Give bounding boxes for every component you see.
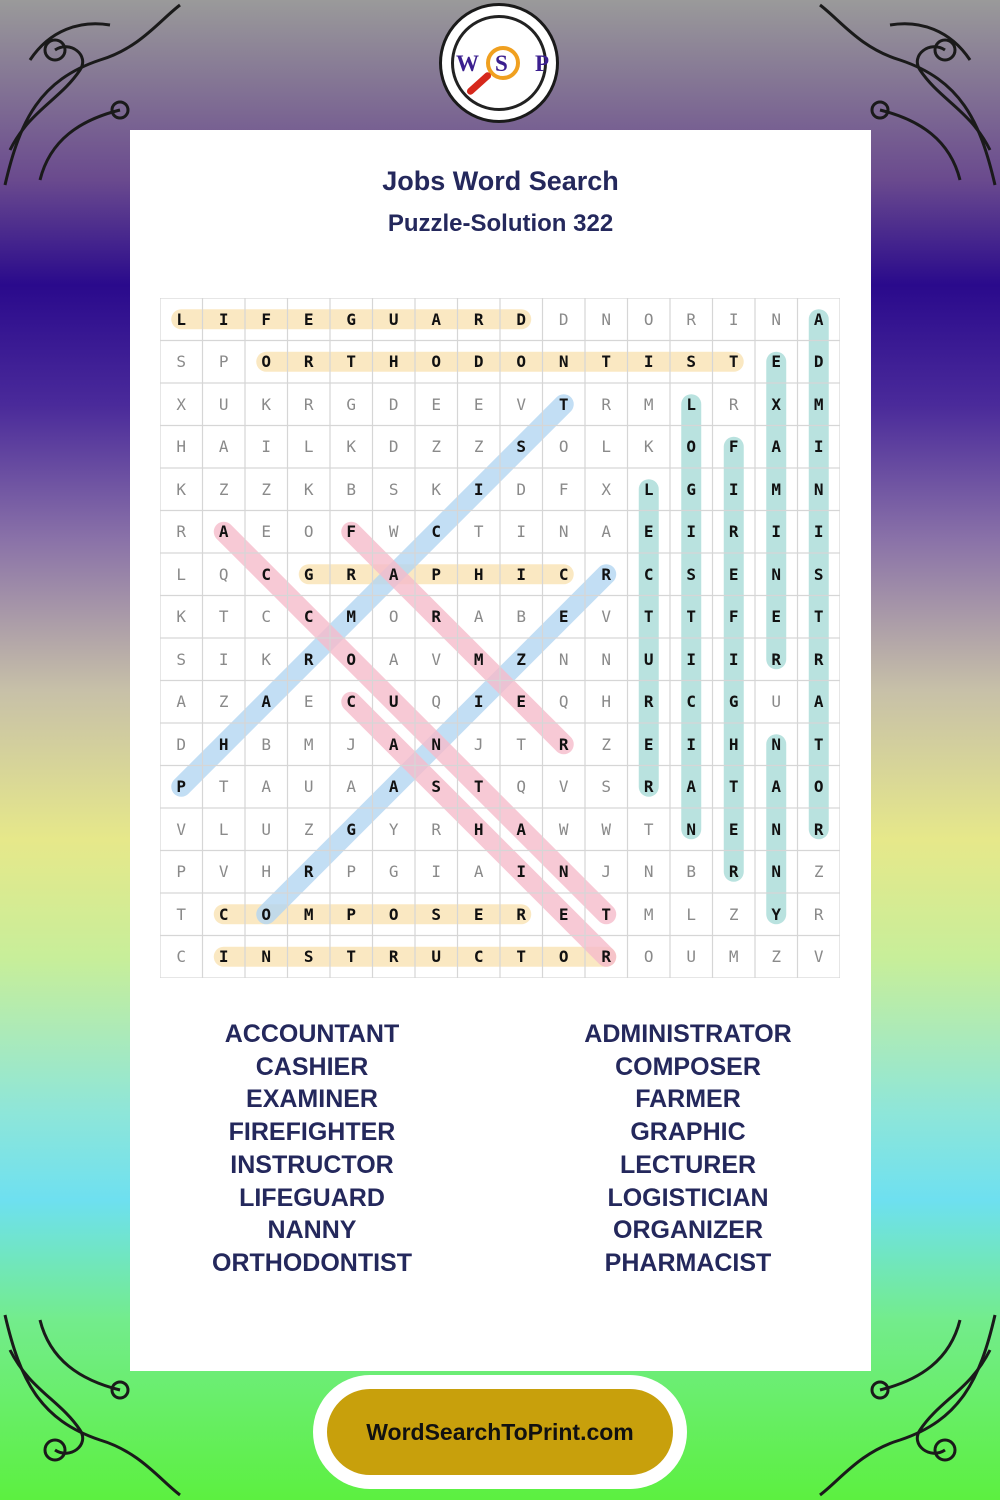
grid-cell[interactable]: O: [686, 437, 697, 457]
grid-cell[interactable]: R: [771, 649, 782, 669]
grid-cell[interactable]: U: [388, 309, 399, 329]
grid-cell[interactable]: M: [728, 947, 739, 967]
grid-cell[interactable]: D: [813, 352, 824, 372]
logo-letter-w: W: [456, 51, 479, 76]
grid-cell[interactable]: O: [346, 649, 357, 669]
grid-cell[interactable]: M: [303, 904, 314, 924]
word-list-item: FIREFIGHTER: [228, 1118, 396, 1147]
grid-cell[interactable]: T: [643, 607, 654, 627]
grid-cell[interactable]: A: [686, 777, 697, 797]
grid-cell[interactable]: C: [261, 564, 272, 584]
grid-cell[interactable]: S: [176, 649, 187, 669]
grid-cell[interactable]: R: [473, 309, 484, 329]
grid-cell[interactable]: S: [686, 564, 697, 584]
grid-cell[interactable]: R: [601, 947, 612, 967]
grid-cell[interactable]: V: [176, 819, 187, 839]
grid-cell[interactable]: E: [728, 819, 739, 839]
grid-cell[interactable]: V: [558, 777, 569, 797]
grid-cell[interactable]: U: [261, 819, 272, 839]
word-list-item: INSTRUCTOR: [230, 1150, 394, 1179]
grid-cell[interactable]: Z: [303, 819, 314, 839]
grid-cell[interactable]: H: [388, 352, 399, 372]
grid-cell[interactable]: K: [346, 437, 357, 457]
grid-cell[interactable]: O: [388, 904, 399, 924]
grid-cell[interactable]: O: [431, 352, 442, 372]
grid-cell[interactable]: M: [303, 734, 314, 754]
grid-cell[interactable]: U: [431, 947, 442, 967]
grid-cell[interactable]: T: [728, 352, 739, 372]
grid-cell[interactable]: R: [431, 607, 442, 627]
grid-cell[interactable]: S: [431, 904, 442, 924]
grid-cell[interactable]: H: [473, 819, 484, 839]
grid-cell[interactable]: W: [601, 819, 612, 839]
grid-cell[interactable]: K: [643, 437, 654, 457]
grid-cell[interactable]: L: [686, 394, 697, 414]
grid-cell[interactable]: R: [728, 394, 739, 414]
grid-cell[interactable]: L: [686, 904, 697, 924]
grid-cell[interactable]: J: [601, 862, 612, 882]
grid-cell[interactable]: S: [431, 777, 442, 797]
grid-cell[interactable]: O: [813, 777, 824, 797]
grid-cell[interactable]: I: [686, 522, 697, 542]
grid-cell[interactable]: T: [813, 607, 824, 627]
grid-cell[interactable]: S: [176, 352, 187, 372]
grid-cell[interactable]: R: [558, 734, 569, 754]
grid-cell[interactable]: L: [643, 479, 654, 499]
grid-cell[interactable]: A: [771, 777, 782, 797]
grid-cell[interactable]: P: [176, 777, 187, 797]
grid-cell[interactable]: V: [516, 394, 527, 414]
grid-cell[interactable]: A: [218, 522, 229, 542]
grid-cell[interactable]: B: [516, 607, 527, 627]
grid-cell[interactable]: Q: [218, 564, 229, 584]
grid-cell[interactable]: I: [686, 734, 697, 754]
grid-cell[interactable]: S: [516, 437, 527, 457]
word-list-item: COMPOSER: [615, 1052, 761, 1081]
grid-cell[interactable]: O: [388, 607, 399, 627]
grid-cell[interactable]: E: [643, 734, 654, 754]
grid-cell[interactable]: C: [643, 564, 654, 584]
grid-cell[interactable]: S: [813, 564, 824, 584]
grid-cell[interactable]: A: [261, 692, 272, 712]
grid-cell[interactable]: V: [813, 947, 824, 967]
grid-cell[interactable]: O: [303, 522, 314, 542]
grid-cell[interactable]: N: [771, 819, 782, 839]
grid-cell[interactable]: F: [346, 522, 357, 542]
grid-cell[interactable]: H: [728, 734, 739, 754]
grid-cell[interactable]: T: [346, 352, 357, 372]
grid-cell[interactable]: V: [431, 649, 442, 669]
grid-cell[interactable]: V: [218, 862, 229, 882]
grid-cell[interactable]: A: [601, 522, 612, 542]
grid-cell[interactable]: M: [473, 649, 484, 669]
grid-cell[interactable]: A: [516, 819, 527, 839]
grid-cell[interactable]: N: [558, 862, 569, 882]
grid-cell[interactable]: C: [431, 522, 442, 542]
grid-cell[interactable]: L: [601, 437, 612, 457]
grid-cell[interactable]: H: [218, 734, 229, 754]
grid-cell[interactable]: A: [346, 777, 357, 797]
word-list-item: ORTHODONTIST: [212, 1248, 412, 1277]
grid-cell[interactable]: L: [176, 564, 187, 584]
grid-cell[interactable]: P: [346, 862, 357, 882]
grid-cell[interactable]: B: [686, 862, 697, 882]
grid-cell[interactable]: P: [431, 564, 442, 584]
grid-cell[interactable]: E: [728, 564, 739, 584]
grid-cell[interactable]: Z: [728, 904, 739, 924]
grid-cell[interactable]: O: [261, 904, 272, 924]
grid-cell[interactable]: U: [686, 947, 697, 967]
word-list-item: ACCOUNTANT: [224, 1020, 400, 1048]
grid-cell[interactable]: N: [558, 649, 569, 669]
grid-cell[interactable]: R: [601, 564, 612, 584]
grid-cell[interactable]: V: [601, 607, 612, 627]
grid-cell[interactable]: M: [643, 394, 654, 414]
grid-cell[interactable]: N: [771, 309, 782, 329]
word-list-right: [548, 1018, 828, 1280]
grid-cell[interactable]: I: [431, 862, 442, 882]
grid-cell[interactable]: E: [558, 607, 569, 627]
grid-cell[interactable]: C: [261, 607, 272, 627]
grid-cell[interactable]: T: [601, 904, 612, 924]
grid-cell[interactable]: I: [218, 649, 229, 669]
puzzle-subtitle: Puzzle-Solution 322: [387, 210, 614, 237]
grid-cell[interactable]: I: [516, 862, 527, 882]
grid-cell[interactable]: X: [176, 394, 187, 414]
grid-cell[interactable]: G: [346, 394, 357, 414]
grid-cell[interactable]: O: [643, 947, 654, 967]
grid-cell[interactable]: I: [728, 309, 739, 329]
grid-cell[interactable]: N: [601, 309, 612, 329]
word-list-item: ORGANIZER: [613, 1216, 763, 1245]
grid-cell[interactable]: I: [686, 649, 697, 669]
grid-cell[interactable]: D: [516, 479, 527, 499]
site-link[interactable]: WordSearchToPrint.com: [323, 1385, 677, 1479]
grid-cell[interactable]: R: [813, 904, 824, 924]
grid-cell[interactable]: R: [303, 649, 314, 669]
grid-cell[interactable]: C: [176, 947, 187, 967]
grid-cell[interactable]: C: [558, 564, 569, 584]
grid-cell[interactable]: T: [473, 522, 484, 542]
grid-cell[interactable]: N: [558, 522, 569, 542]
word-list-item: ADMINISTRATOR: [584, 1020, 792, 1048]
grid-cell[interactable]: D: [473, 352, 484, 372]
grid-cell[interactable]: O: [558, 437, 569, 457]
grid-cell[interactable]: T: [601, 352, 612, 372]
grid-cell[interactable]: S: [388, 479, 399, 499]
grid-cell[interactable]: B: [261, 734, 272, 754]
grid-cell[interactable]: O: [261, 352, 272, 372]
grid-cell[interactable]: K: [176, 607, 187, 627]
grid-cell[interactable]: C: [218, 904, 229, 924]
grid-cell[interactable]: A: [218, 437, 229, 457]
grid-cells: [160, 298, 840, 978]
word-list-item: GRAPHIC: [630, 1118, 746, 1147]
grid-cell[interactable]: I: [473, 479, 484, 499]
grid-cell[interactable]: T: [218, 777, 229, 797]
grid-cell[interactable]: K: [261, 394, 272, 414]
grid-cell[interactable]: R: [601, 394, 612, 414]
grid-cell[interactable]: D: [388, 394, 399, 414]
word-list-item: LOGISTICIAN: [607, 1183, 769, 1212]
word-list-item: LIFEGUARD: [239, 1183, 385, 1212]
grid-cell[interactable]: M: [643, 904, 654, 924]
grid-cell[interactable]: R: [388, 947, 399, 967]
grid-cell[interactable]: C: [686, 692, 697, 712]
word-list-item: LECTURER: [619, 1150, 757, 1179]
grid-cell[interactable]: O: [558, 947, 569, 967]
grid-cell[interactable]: U: [771, 692, 782, 712]
grid-cell[interactable]: H: [261, 862, 272, 882]
grid-cell[interactable]: E: [261, 522, 272, 542]
grid-cell[interactable]: E: [516, 692, 527, 712]
grid-cell[interactable]: Z: [516, 649, 527, 669]
puzzle-title: Jobs Word Search: [382, 166, 619, 196]
grid-cell[interactable]: E: [771, 607, 782, 627]
grid-cell[interactable]: U: [643, 649, 654, 669]
word-list-item: FARMER: [635, 1085, 741, 1114]
grid-cell[interactable]: R: [728, 522, 739, 542]
grid-cell[interactable]: R: [813, 819, 824, 839]
grid-cell[interactable]: R: [643, 692, 654, 712]
grid-cell[interactable]: E: [303, 309, 314, 329]
word-list-item: CASHIER: [255, 1052, 369, 1081]
wsp-logo: [439, 3, 559, 123]
grid-cell[interactable]: C: [473, 947, 484, 967]
grid-cell[interactable]: M: [771, 479, 782, 499]
grid-cell[interactable]: J: [473, 734, 484, 754]
grid-cell[interactable]: T: [643, 819, 654, 839]
grid-cell[interactable]: X: [771, 394, 782, 414]
grid-cell[interactable]: F: [728, 437, 739, 457]
grid-cell[interactable]: I: [728, 479, 739, 499]
grid-cell[interactable]: E: [643, 522, 654, 542]
logo-letter-s: S: [495, 51, 508, 76]
grid-cell[interactable]: R: [686, 309, 697, 329]
grid-cell[interactable]: K: [261, 649, 272, 669]
grid-cell[interactable]: C: [303, 607, 314, 627]
grid-cell[interactable]: P: [176, 862, 187, 882]
grid-cell[interactable]: Z: [431, 437, 442, 457]
grid-cell[interactable]: G: [346, 819, 357, 839]
grid-cell[interactable]: O: [516, 352, 527, 372]
grid-cell[interactable]: A: [431, 309, 442, 329]
grid-cell[interactable]: N: [771, 564, 782, 584]
grid-cell[interactable]: D: [176, 734, 187, 754]
word-list-left: [172, 1018, 452, 1280]
grid-cell[interactable]: Z: [218, 692, 229, 712]
grid-cell[interactable]: O: [643, 309, 654, 329]
grid-cell[interactable]: W: [388, 522, 399, 542]
grid-cell[interactable]: G: [686, 479, 697, 499]
grid-cell[interactable]: Q: [516, 777, 527, 797]
grid-cell[interactable]: R: [303, 352, 314, 372]
grid-cell[interactable]: A: [771, 437, 782, 457]
grid-cell[interactable]: T: [813, 734, 824, 754]
grid-cell[interactable]: T: [516, 734, 527, 754]
grid-cell[interactable]: T: [473, 777, 484, 797]
grid-cell[interactable]: A: [388, 649, 399, 669]
grid-cell[interactable]: I: [728, 649, 739, 669]
grid-cell[interactable]: N: [643, 862, 654, 882]
grid-cell[interactable]: R: [346, 564, 357, 584]
grid-cell[interactable]: N: [261, 947, 272, 967]
grid-cell[interactable]: T: [686, 607, 697, 627]
grid-cell[interactable]: K: [176, 479, 187, 499]
grid-cell[interactable]: U: [218, 394, 229, 414]
word-grid: [160, 298, 840, 978]
grid-cell[interactable]: I: [516, 522, 527, 542]
grid-cell[interactable]: A: [388, 777, 399, 797]
grid-cell[interactable]: I: [771, 522, 782, 542]
grid-cell[interactable]: Y: [388, 819, 399, 839]
grid-cell[interactable]: R: [516, 904, 527, 924]
grid-cell[interactable]: N: [431, 734, 442, 754]
grid-cell[interactable]: H: [601, 692, 612, 712]
grid-cell[interactable]: R: [303, 394, 314, 414]
grid-cell[interactable]: D: [558, 309, 569, 329]
grid-cell[interactable]: H: [176, 437, 187, 457]
grid-cell[interactable]: D: [516, 309, 527, 329]
grid-cell[interactable]: Z: [261, 479, 272, 499]
grid-cell[interactable]: G: [728, 692, 739, 712]
grid-cell[interactable]: A: [813, 309, 824, 329]
grid-cell[interactable]: Q: [431, 692, 442, 712]
grid-cell[interactable]: U: [388, 692, 399, 712]
grid-cell[interactable]: D: [388, 437, 399, 457]
grid-cell[interactable]: A: [473, 862, 484, 882]
grid-cell[interactable]: B: [346, 479, 357, 499]
grid-cell[interactable]: T: [346, 947, 357, 967]
grid-cell[interactable]: F: [261, 309, 272, 329]
grid-cell[interactable]: M: [813, 394, 824, 414]
grid-cell[interactable]: M: [346, 607, 357, 627]
grid-cell[interactable]: A: [261, 777, 272, 797]
grid-cell[interactable]: Y: [771, 904, 782, 924]
grid-cell[interactable]: I: [218, 309, 229, 329]
grid-cell[interactable]: X: [601, 479, 612, 499]
grid-cell[interactable]: E: [303, 692, 314, 712]
grid-cell[interactable]: I: [813, 522, 824, 542]
grid-cell[interactable]: A: [388, 734, 399, 754]
grid-cell[interactable]: L: [176, 309, 187, 329]
grid-cell[interactable]: I: [643, 352, 654, 372]
grid-cell[interactable]: Z: [771, 947, 782, 967]
grid-cell[interactable]: I: [218, 947, 229, 967]
grid-cell[interactable]: E: [431, 394, 442, 414]
grid-cell[interactable]: N: [686, 819, 697, 839]
grid-cell[interactable]: S: [686, 352, 697, 372]
grid-cell[interactable]: Z: [218, 479, 229, 499]
grid-cell[interactable]: E: [558, 904, 569, 924]
grid-cell[interactable]: J: [346, 734, 357, 754]
grid-cell[interactable]: I: [516, 564, 527, 584]
grid-cell[interactable]: R: [176, 522, 187, 542]
grid-cell[interactable]: R: [303, 862, 314, 882]
grid-cell[interactable]: K: [303, 479, 314, 499]
grid-cell[interactable]: T: [728, 777, 739, 797]
grid-cell[interactable]: Z: [813, 862, 824, 882]
grid-cell[interactable]: N: [558, 352, 569, 372]
grid-cell[interactable]: N: [771, 734, 782, 754]
grid-cell[interactable]: U: [303, 777, 314, 797]
grid-cell[interactable]: A: [473, 607, 484, 627]
grid-cell[interactable]: Z: [473, 437, 484, 457]
grid-cell[interactable]: K: [431, 479, 442, 499]
grid-cell[interactable]: L: [303, 437, 314, 457]
grid-cell[interactable]: T: [218, 607, 229, 627]
grid-cell[interactable]: L: [218, 819, 229, 839]
grid-cell[interactable]: F: [558, 479, 569, 499]
grid-cell[interactable]: G: [346, 309, 357, 329]
grid-cell[interactable]: F: [728, 607, 739, 627]
grid-cell[interactable]: C: [346, 692, 357, 712]
grid-cell[interactable]: R: [431, 819, 442, 839]
grid-cell[interactable]: S: [303, 947, 314, 967]
grid-cell[interactable]: A: [176, 692, 187, 712]
grid-cell[interactable]: N: [601, 649, 612, 669]
grid-cell[interactable]: A: [388, 564, 399, 584]
grid-cell[interactable]: E: [473, 904, 484, 924]
grid-cell[interactable]: I: [473, 692, 484, 712]
grid-cell[interactable]: T: [558, 394, 569, 414]
grid-cell[interactable]: E: [771, 352, 782, 372]
grid-cell[interactable]: R: [643, 777, 654, 797]
word-list-item: PHARMACIST: [604, 1248, 772, 1277]
grid-cell[interactable]: G: [303, 564, 314, 584]
grid-cell[interactable]: G: [388, 862, 399, 882]
grid-cell[interactable]: I: [813, 437, 824, 457]
grid-cell[interactable]: Q: [558, 692, 569, 712]
grid-cell[interactable]: S: [601, 777, 612, 797]
logo-letter-p: P: [535, 51, 550, 76]
grid-cell[interactable]: T: [176, 904, 187, 924]
grid-cell[interactable]: N: [771, 862, 782, 882]
grid-cell[interactable]: R: [813, 649, 824, 669]
grid-cell[interactable]: P: [346, 904, 357, 924]
word-list-item: NANNY: [267, 1216, 357, 1245]
grid-cell[interactable]: Z: [601, 734, 612, 754]
puzzle-card: [130, 130, 871, 1371]
grid-cell[interactable]: R: [728, 862, 739, 882]
grid-cell[interactable]: A: [813, 692, 824, 712]
grid-cell[interactable]: P: [218, 352, 229, 372]
grid-cell[interactable]: H: [473, 564, 484, 584]
grid-cell[interactable]: W: [558, 819, 569, 839]
grid-cell[interactable]: I: [261, 437, 272, 457]
word-list-item: EXAMINER: [246, 1085, 378, 1114]
grid-cell[interactable]: T: [516, 947, 527, 967]
grid-cell[interactable]: E: [473, 394, 484, 414]
grid-cell[interactable]: N: [813, 479, 824, 499]
